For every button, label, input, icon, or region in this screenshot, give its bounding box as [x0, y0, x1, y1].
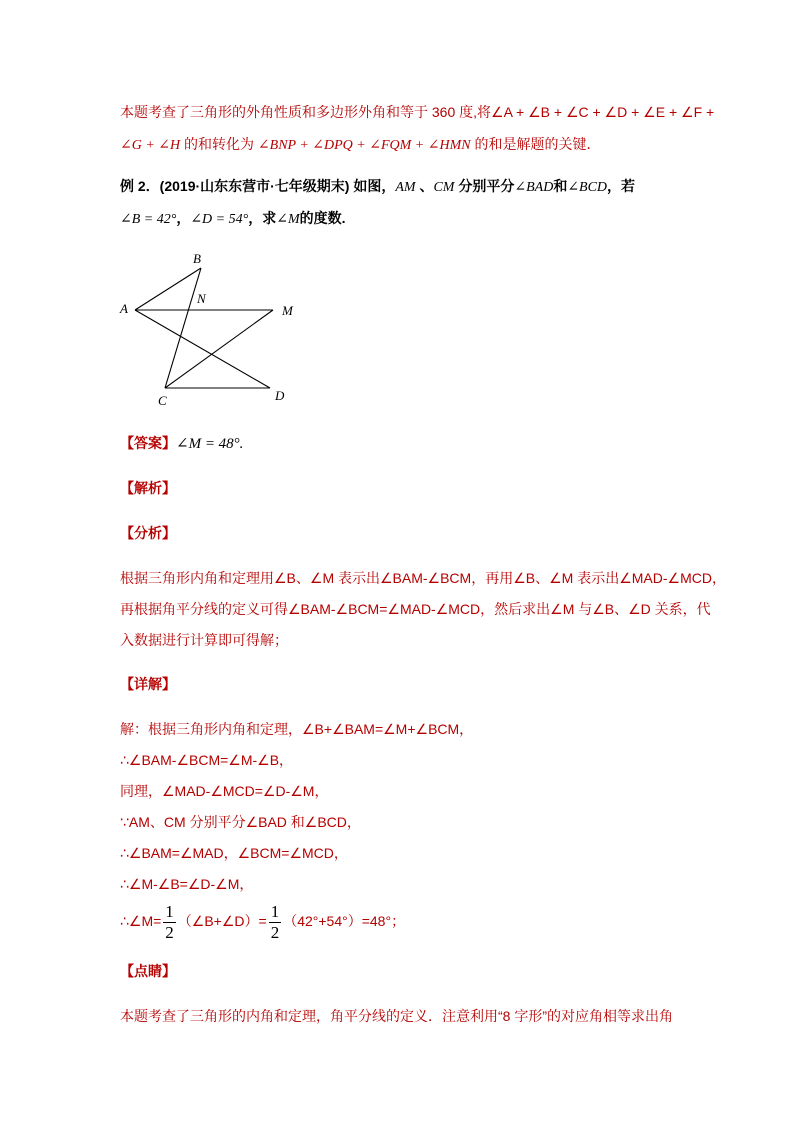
condition-angle-b: ∠B = 42° — [120, 212, 177, 227]
fraction-numerator: 1 — [270, 901, 280, 921]
detail-step-5: ∴∠BAM=∠MAD，∠BCM=∠MCD， — [120, 845, 348, 861]
segment-ab — [135, 268, 201, 310]
segment-ad — [135, 310, 270, 388]
final-tail: （42°+54°）=48°； — [283, 913, 406, 929]
label-b: B — [193, 251, 201, 266]
fraction-half-2 — [269, 902, 282, 943]
label-a: A — [120, 301, 128, 316]
comma: ， — [176, 210, 191, 226]
key-text: 的和是解题的关键． — [474, 136, 601, 152]
ask-text: ，求 — [248, 210, 277, 226]
geometry-figure — [115, 248, 315, 413]
analysis-tag: 【解析】 — [120, 480, 176, 496]
final-mid: （∠B+∠D）= — [177, 913, 267, 929]
example-2-line-2 — [120, 208, 346, 230]
separator: 、 — [415, 178, 434, 194]
dianjing-tag: 【点睛】 — [120, 963, 176, 979]
prev-conclusion-text-1: 本题考查了三角形的外角性质和多边形外角和等于 360 度,将∠A + ∠B + ∠C + ∠D + ∠E + ∠F + — [120, 104, 715, 120]
fraction-numerator: 1 — [165, 901, 174, 921]
angle-sum-gh: ∠G + ∠H — [120, 138, 181, 153]
prev-conclusion-line-1 — [120, 102, 714, 122]
fenxi-line-1: 根据三角形内角和定理用∠B、∠M 表示出∠BAM-∠BCM，再用∠B、∠M 表示出∠MAD-∠MCD， — [120, 570, 726, 586]
detail-tag: 【详解】 — [120, 676, 176, 692]
detail-step-6: ∴∠M-∠B=∠D-∠M， — [120, 876, 254, 892]
fraction-half-1 — [163, 902, 176, 943]
label-d: D — [275, 388, 285, 403]
answer-tag: 【答案】 — [120, 435, 176, 451]
angle-sum-bnp: ∠BNP + ∠DPQ + ∠FQM + ∠HMN — [257, 138, 471, 153]
prev-conclusion-line-2 — [120, 134, 600, 156]
label-m: M — [282, 303, 293, 318]
fraction-denominator: 2 — [165, 922, 174, 942]
angle-m: ∠M — [276, 212, 300, 227]
bisect-text: 分别平分 — [454, 178, 515, 194]
answer-line — [120, 433, 243, 454]
fraction-denominator: 2 — [270, 922, 280, 942]
fenxi-line-3: 入数据进行计算即可得解； — [120, 632, 288, 648]
example-2-line-1 — [120, 176, 635, 198]
transform-text: 的和转化为 — [184, 136, 255, 152]
dianjing-line-1: 本题考查了三角形的内角和定理，角平分线的定义．注意利用“8 字形”的对应角相等求出角 — [120, 1008, 673, 1024]
angle-bad: ∠BAD — [514, 180, 554, 195]
detail-step-4: ∵AM、CM 分别平分∠BAD 和∠BCD， — [120, 814, 361, 830]
answer-value: ∠M = 48°. — [176, 436, 244, 452]
fenxi-line-2: 再根据角平分线的定义可得∠BAM-∠BCM=∠MAD-∠MCD，然后求出∠M 与∠B、∠D 关系，代 — [120, 601, 711, 617]
cm-symbol: CM — [433, 180, 455, 195]
angle-bcd: ∠BCD — [567, 180, 608, 195]
segment-bc — [165, 268, 201, 388]
and-text: 和 — [553, 178, 568, 194]
label-n: N — [197, 291, 206, 306]
detail-final-step — [120, 900, 405, 943]
example-label: 例 2．(2019·山东东营市·七年级期末) 如图， — [120, 178, 396, 194]
am-symbol: AM — [395, 180, 416, 195]
detail-step-1: 解：根据三角形内角和定理，∠B+∠BAM=∠M+∠BCM， — [120, 721, 474, 737]
condition-angle-d: ∠D = 54° — [190, 212, 249, 227]
degree-text: 的度数. — [299, 210, 346, 226]
segment-mc — [165, 310, 273, 388]
label-c: C — [158, 393, 167, 408]
if-text: ，若 — [607, 178, 636, 194]
final-prefix: ∴∠M= — [120, 913, 162, 929]
detail-step-2: ∴∠BAM-∠BCM=∠M-∠B， — [120, 752, 294, 768]
fenxi-tag: 【分析】 — [120, 525, 176, 541]
detail-step-3: 同理，∠MAD-∠MCD=∠D-∠M， — [120, 783, 329, 799]
